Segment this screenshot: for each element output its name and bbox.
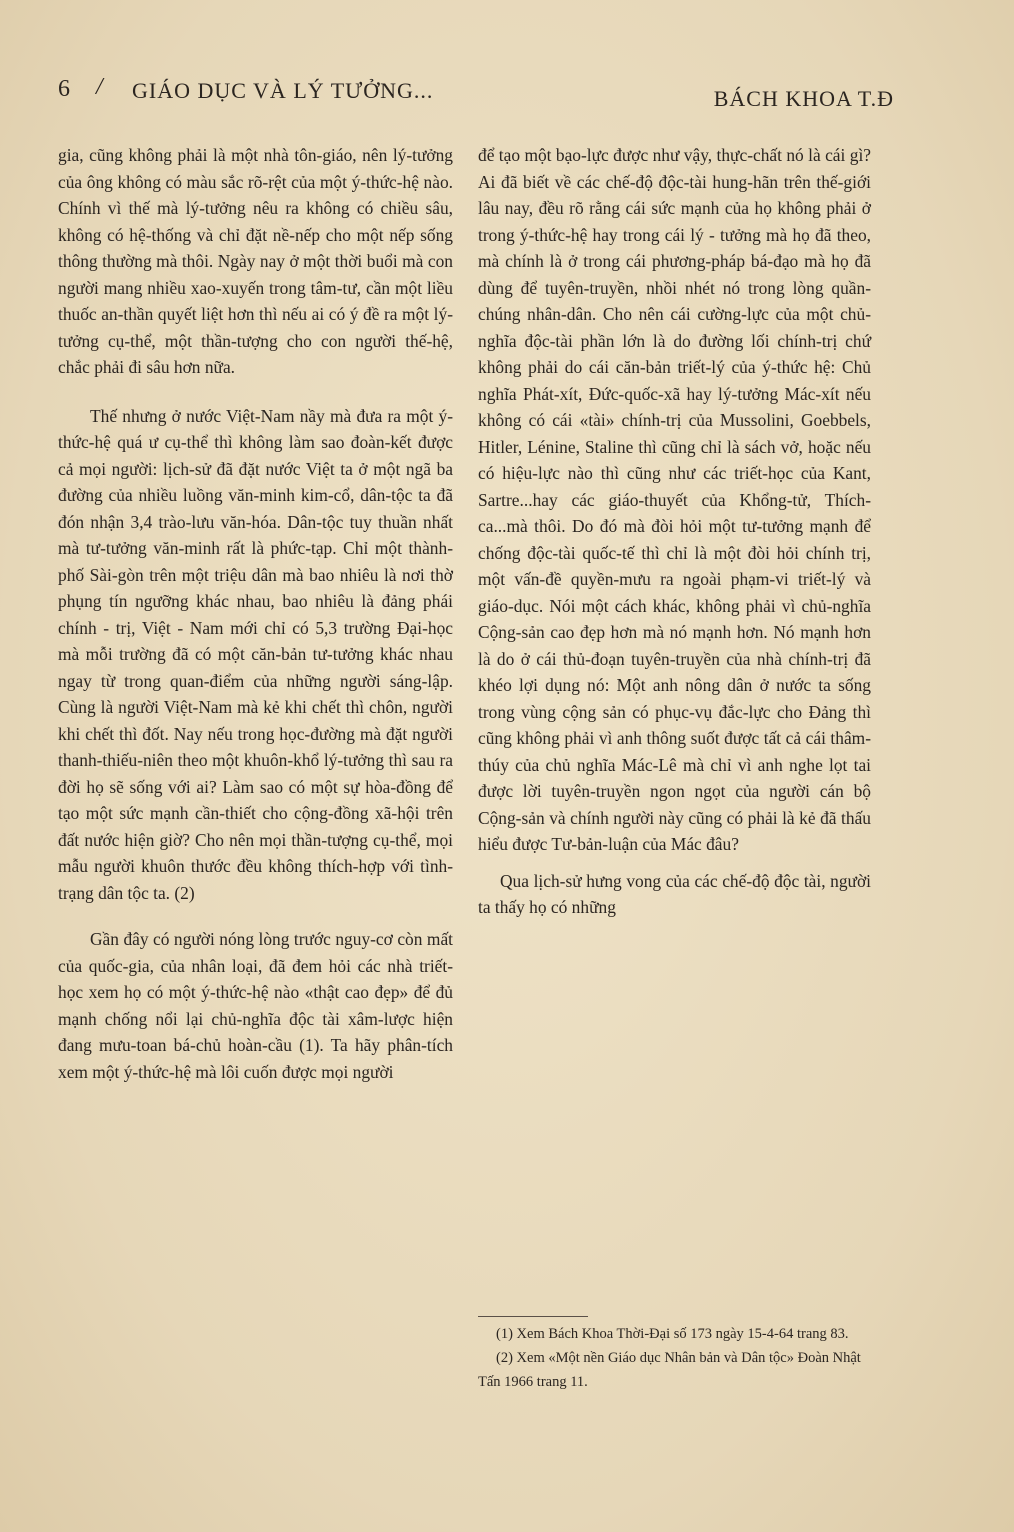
footnote-divider [478, 1316, 588, 1317]
left-paragraph-3: Gần đây có người nóng lòng trước nguy-cơ còn mất của quốc-gia, của nhân loại, đã đem hỏi các nhà triết-học xem họ có một ý-thức-hệ nào «thật cao đẹp» để đủ mạnh chống nổi lại chủ-nghĩa độc tài xâm-lược hiện đang mưu-toan bá-chủ hoàn-cầu (1). Ta hãy phân-tích xem một ý-thức-hệ mà lôi cuốn được mọi người [58, 929, 453, 1082]
right-column [478, 142, 871, 921]
footnote-2: (2) Xem «Một nền Giáo dục Nhân bản và Dân tộc» Đoàn Nhật Tấn 1966 trang 11. [478, 1350, 861, 1390]
footnotes [478, 1322, 871, 1394]
right-paragraph-1: để tạo một bạo-lực được như vậy, thực-chất nó là cái gì? Ai đã biết về các chế-độ độc-tài hung-hãn trên thế-giới lâu nay, đều rõ rằng cái sức mạnh của họ không phải ở trong ý-thức-hệ hay trong cái lý - tưởng mà họ đã theo, mà chính là ở trong cái phương-pháp bá-đạo mà họ đã dùng để tuyên-truyền, nhồi nhét nó trong lòng quần-chúng nhân-dân. Cho nên cái cường-lực của một chủ-nghĩa độc-tài phần lớn là do đường lối chính-trị chứ không phải do cái căn-bản triết-lý của ý-thức hệ: Chủ nghĩa Phát-xít, Đức-quốc-xã hay lý-tưởng Mác-xít nếu không có cái «tài» chính-trị của Mussolini, Goebbels, Hitler, Lénine, Staline thì cũng chỉ là sách vở, hoặc nếu có hiệu-lực nào thì cũng như các triết-học của Kant, Sartre...hay các giáo-thuyết của Khổng-tử, Thích-ca...mà thôi. Do đó mà đòi hỏi một tư-tưởng mạnh để chống độc-tài quốc-tế thì chỉ là một đòi hỏi chính trị, một vấn-đề quyền-mưu ra ngoài phạm-vi triết-lý và giáo-dục. Nói một cách khác, không phải vì chủ-nghĩa Cộng-sản cao đẹp hơn mà nó mạnh hơn. Nó mạnh hơn là do ở cái thủ-đoạn tuyên-truyền của nhà chính-trị đã khéo lợi dụng nó: Một anh nông dân ở nước ta sống trong vùng cộng sản có phục-vụ đắc-lực cho Đảng thì cũng không phải vì anh thông suốt được tất cả cái thâm-thúy của chủ nghĩa Mác-Lê mà chỉ vì anh nghe lọt tai được lời tuyên-truyền ngon ngọt của người cán bộ Cộng-sản và chính người này cũng có phải là kẻ đã thấu hiểu được Tư-bản-luận của Mác đâu? [478, 145, 871, 854]
page-header [58, 72, 894, 112]
running-title: GIÁO DỤC VÀ LÝ TƯỞNG... [132, 78, 434, 103]
right-paragraph-2: Qua lịch-sử hưng vong của các chế-độ độc tài, người ta thấy họ có những [478, 870, 871, 917]
header-separator: / [96, 74, 103, 100]
left-column [58, 142, 453, 1085]
journal-name: BÁCH KHOA T.Đ [713, 86, 894, 111]
page-number: 6 [58, 76, 70, 102]
left-paragraph-2: Thế nhưng ở nước Việt-Nam nầy mà đưa ra một ý-thức-hệ quá ư cụ-thể thì không làm sao đoàn-kết được cả mọi người: lịch-sử đã đặt nước Việt ta ở một ngã ba đường của nhiều luồng văn-minh kim-cổ, dân-tộc ta đã đón nhận 3,4 trào-lưu văn-hóa. Dân-tộc tuy thuần nhất mà tư-tưởng văn-minh rất là phức-tạp. Chỉ một thành-phố Sài-gòn trên một triệu dân mà bao nhiêu là nơi thờ phụng tín ngưỡng khác nhau, bao nhiêu là đảng phái chính - trị, Việt - Nam mới chỉ có 5,3 trường Đại-học mà mỗi trường đã có một căn-bản tư-tưởng khác nhau ngay từ trong quan-điểm của những người sáng-lập. Cùng là người Việt-Nam mà kẻ khi chết thì chôn, người khi chết thì đốt. Nay nếu trong học-đường mà đặt người thanh-thiếu-niên theo một khuôn-khổ lý-tưởng thì sau ra đời họ sẽ sống với ai? Làm sao có một sự hòa-đồng để tạo một sức mạnh cần-thiết cho cộng-đồng xã-hội trên đất nước hiện giờ? Cho nên mọi thần-tượng cụ-thể, mọi mẫu người khuôn thước đều không thích-hợp với tình-trạng dân tộc ta. (2) [58, 405, 453, 903]
footnote-1: (1) Xem Bách Khoa Thời-Đại số 173 ngày 15-4-64 trang 83. [496, 1326, 849, 1342]
left-paragraph-1: gia, cũng không phải là một nhà tôn-giáo, nên lý-tưởng của ông không có màu sắc rõ-rệt của một ý-thức-hệ nào. Chính vì thế mà lý-tưởng nêu ra không có chiều sâu, không có hệ-thống và chỉ đặt nề-nếp cho một nếp sống thông thường mà thôi. Ngày nay ở một thời buổi mà con người mang nhiều xao-xuyến trong tâm-tư, cần một liều thuốc an-thần quyết liệt hơn thì nếu ai có ý đề ra một lý-tưởng cụ-thể, một thần-tượng cho con người thế-hệ, chắc phải đi sâu hơn nữa. [58, 145, 453, 377]
